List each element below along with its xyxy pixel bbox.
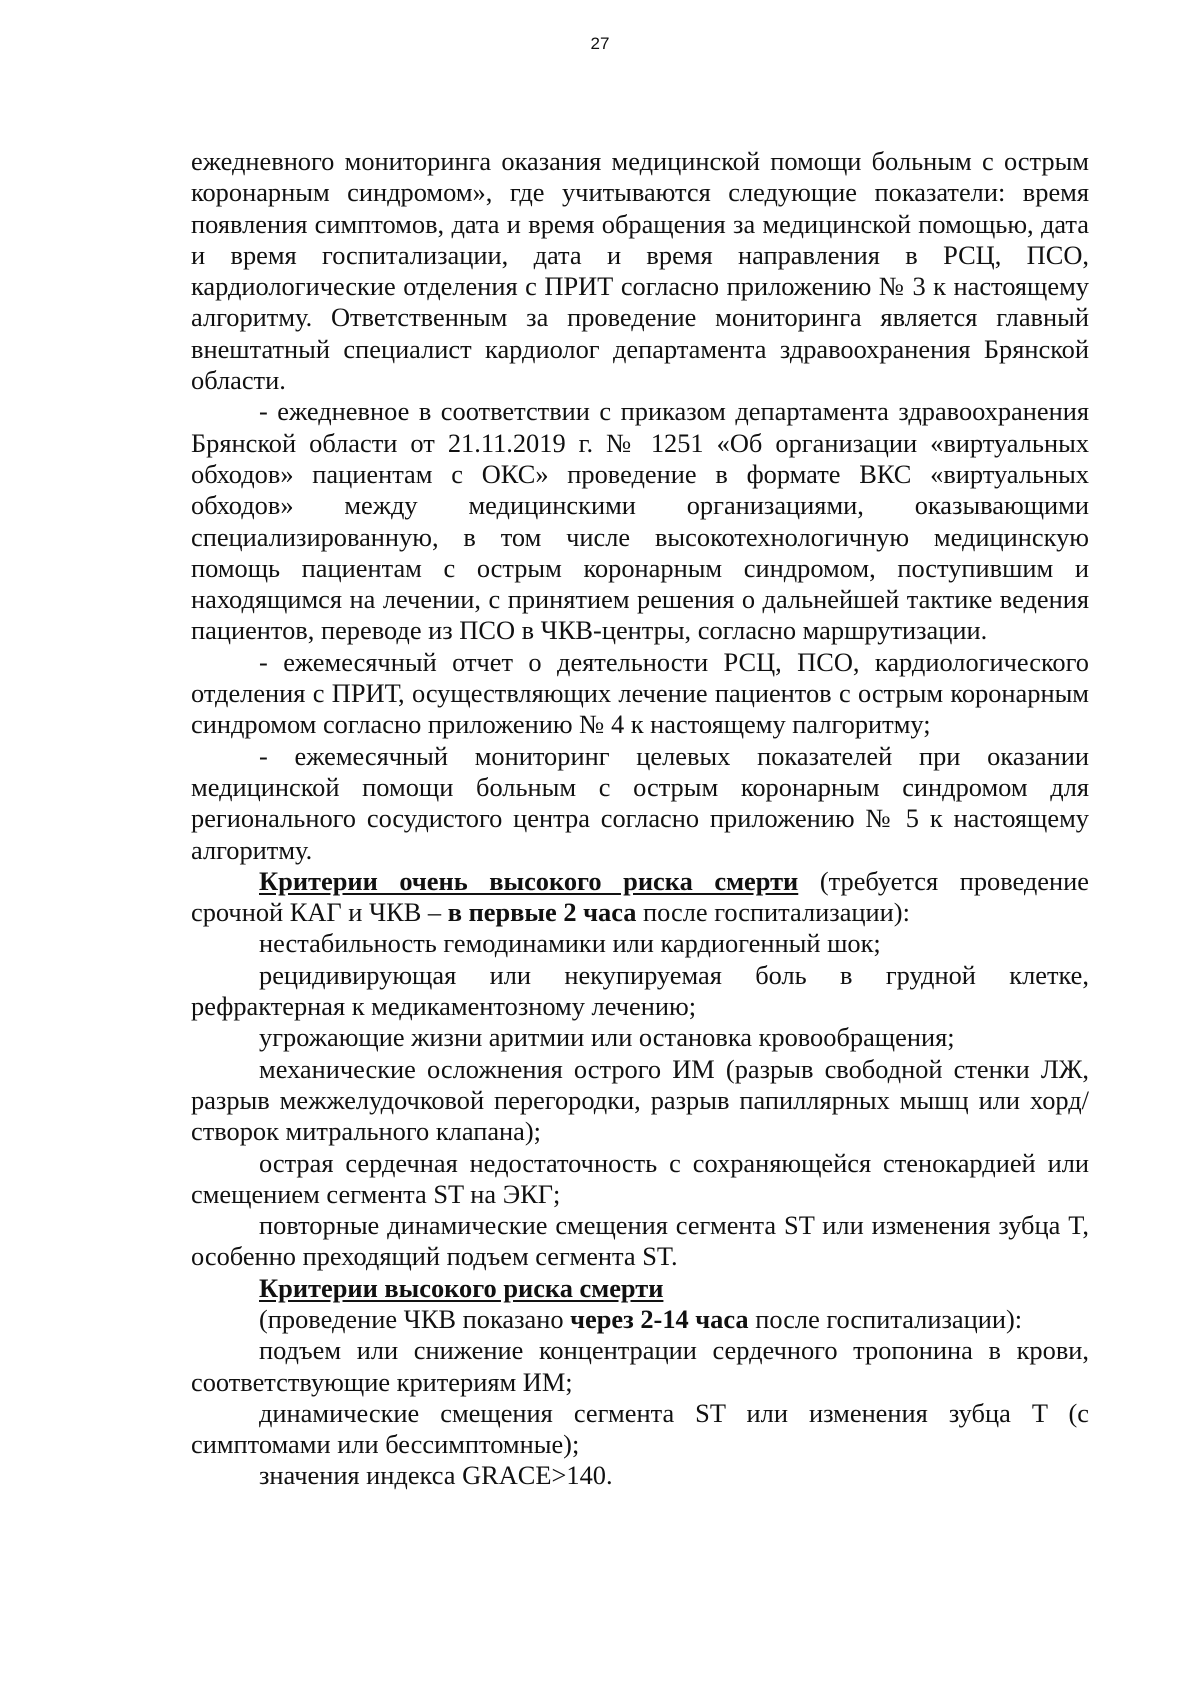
high-risk-item: значения индекса GRACE>140. [259, 1460, 613, 1491]
very-high-risk-time: в первые 2 часа [447, 897, 637, 928]
high-risk-heading-line [191, 1273, 1089, 1304]
paragraph-monthly-report: - ежемесячный отчет о деятельности РСЦ, ПСО, кардиологического отделения с ПРИТ, осуществляющих лечение пациентов с острым коронарным синдромом согласно приложению № 4 к настоящему палгоритму; [191, 646, 1089, 740]
very-high-risk-item: повторные динамические смещения сегмента ST или изменения зубца T, особенно преходящий подъем сегмента ST. [191, 1210, 1089, 1272]
very-high-risk-text-2: после госпитализации): [636, 897, 910, 928]
high-risk-intro [191, 1304, 1089, 1335]
page-number: 27 [590, 34, 610, 53]
very-high-risk-item: угрожающие жизни аритмии или остановка кровообращения; [259, 1022, 955, 1053]
very-high-risk-item: острая сердечная недостаточность с сохраняющейся стенокардией или смещением сегмента ST на ЭКГ; [191, 1147, 1089, 1209]
paragraph-virtual-rounds: - ежедневное в соответствии с приказом департамента здравоохранения Брянской области от 21.11.2019 г. № 1251 «Об организации «виртуальных обходов» пациентам с ОКС» проведение в формате ВКС «виртуальных обходов» между медицинскими организациями, оказывающими специализированную, в том числе высокотехнологичную медицинскую помощь пациентам с острым коронарным синдромом, поступившим и находящимся на лечении, с принятием решения о дальнейшей тактике ведения пациентов, переводе из ПСО в ЧКВ-центры, согласно маршрутизации. [191, 396, 1089, 646]
high-risk-time: через 2-14 часа [570, 1303, 749, 1334]
high-risk-item: динамические смещения сегмента ST или изменения зубца T (с симптомами или бессимптомные); [191, 1397, 1089, 1460]
high-risk-item: подъем или снижение концентрации сердечного тропонина в крови, соответствующие критериям ИМ; [191, 1335, 1089, 1397]
high-risk-text-2: после госпитализации): [748, 1303, 1023, 1334]
very-high-risk-item: механические осложнения острого ИМ (разрыв свободной стенки ЛЖ, разрыв межжелудочковой перегородки, разрыв папиллярных мышц или хорд/створок митрального клапана); [191, 1053, 1089, 1147]
high-risk-text-1: (проведение ЧКВ показано [259, 1303, 571, 1334]
very-high-risk-text-1: (требуется проведение срочной КАГ и ЧКВ – [191, 865, 1089, 928]
very-high-risk-item: рецидивирующая или некупируемая боль в грудной клетке, рефрактерная к медикаментозному лечению; [191, 959, 1089, 1022]
very-high-risk-item: нестабильность гемодинамики или кардиогенный шок; [259, 928, 881, 959]
paragraph-monitoring: ежедневного мониторинга оказания медицинской помощи больным с острым коронарным синдромом», где учитываются следующие показатели: время появления симптомов, дата и время обращения за медицинской помощью, дата и время госпитализации, дата и время направления в РСЦ, ПСО, кардиологические отделения с ПРИТ согласно приложению № 3 к настоящему алгоритму. Ответственным за проведение мониторинга является главный внештатный специалист кардиолог департамента здравоохранения Брянской области. [191, 146, 1089, 396]
paragraph-monthly-monitoring: - ежемесячный мониторинг целевых показателей при оказании медицинской помощи больным с острым коронарным синдромом для регионального сосудистого центра согласно приложению № 5 к настоящему алгоритму. [191, 740, 1089, 865]
very-high-risk-intro [191, 866, 1089, 929]
document-body [191, 146, 1089, 1492]
high-risk-heading: Критерии высокого риска смерти [259, 1272, 664, 1303]
very-high-risk-heading: Критерии очень высокого риска смерти [259, 865, 799, 896]
